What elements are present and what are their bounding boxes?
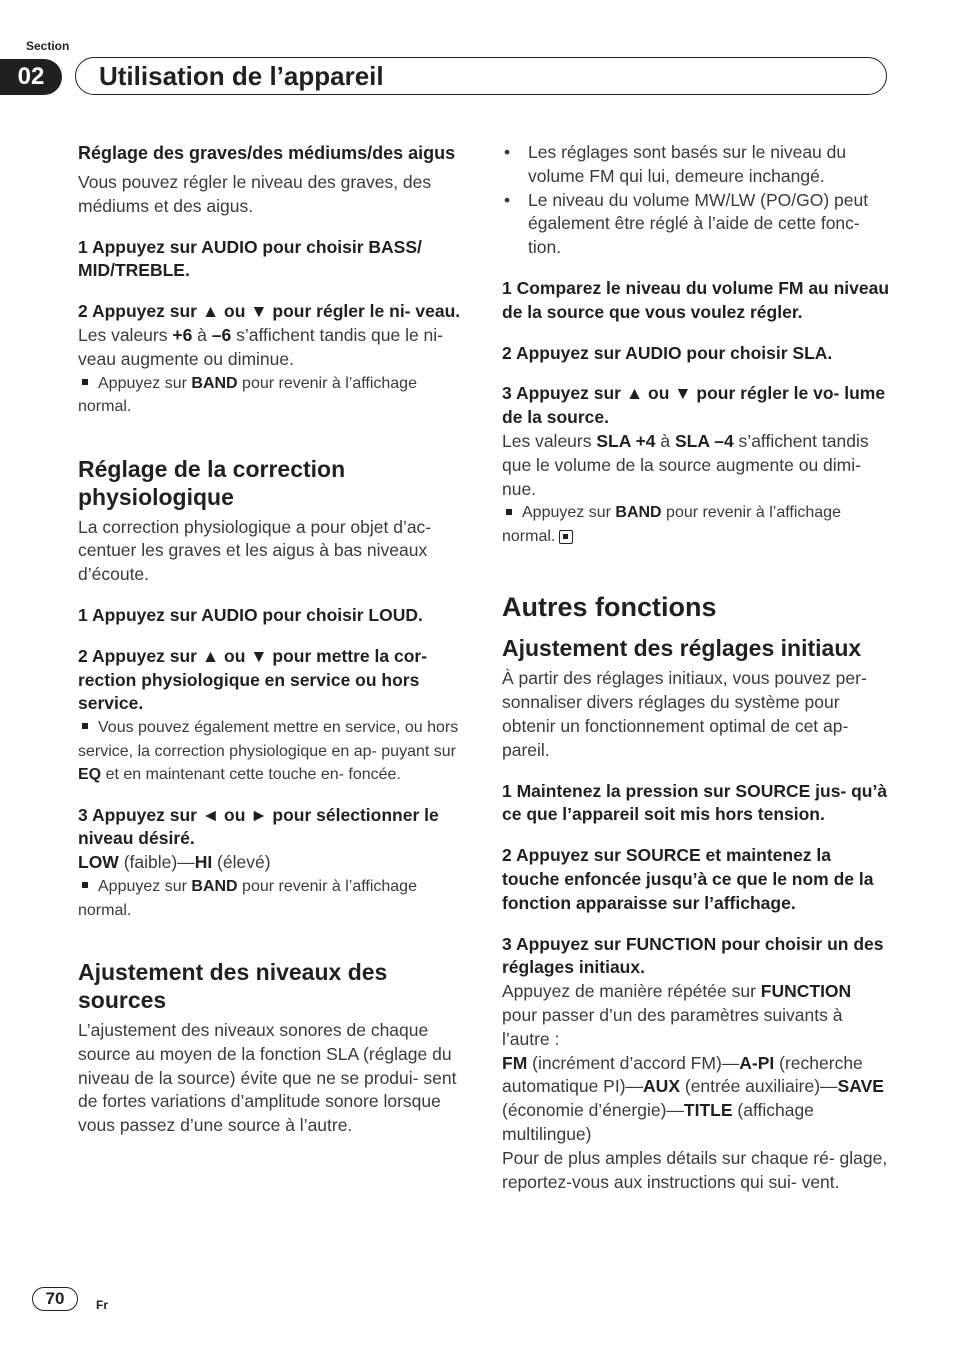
- initial-step-2: 2 Appuyez sur SOURCE et maintenez la touche enfoncée jusqu’à ce que le nom de la fonction apparaisse sur l’affichage.: [502, 845, 874, 913]
- bass-mid-treble-title: Réglage des graves/des médiums/des aigus: [78, 143, 456, 163]
- note-square-icon: [506, 509, 512, 515]
- sla-step-1: 1 Comparez le niveau du volume FM au niveau de la source que vous voulez régler.: [502, 277, 890, 322]
- other-functions-title: Autres fonctions: [502, 592, 717, 623]
- left-column: [78, 141, 466, 1138]
- sla-title: Ajustement des niveaux des sources: [78, 959, 388, 1014]
- sla-step-3: 3 Appuyez sur ▲ ou ▼ pour régler le vo- lume de la source.: [502, 383, 886, 428]
- initial-settings-intro: À partir des réglages initiaux, vous pouvez per- sonnaliser divers réglages du système pour obtenir un fonctionnement optimal de cet ap- pareil.: [502, 668, 867, 760]
- loudness-note-eq: Vous pouvez également mettre en service, ou hors service, la correction physiologique en ap- puyant sur EQ et en maintenant cette touche en- foncée.: [78, 719, 459, 784]
- loudness-intro: La correction physiologique a pour objet d’ac- centuer les graves et les aigus à bas niveaux d’écoute.: [78, 516, 432, 585]
- loudness-step-1: 1 Appuyez sur AUDIO pour choisir LOUD.: [78, 604, 423, 625]
- note-square-icon: [82, 723, 88, 729]
- loudness-step-2: 2 Appuyez sur ▲ ou ▼ pour mettre la cor- rection physiologique en service ou hors service.: [78, 645, 428, 714]
- sla-bullet-2: • Le niveau du volume MW/LW (PO/GO) peut également être réglé à l’aide de cette fonc- tion.: [504, 189, 869, 258]
- page-number: 70: [32, 1287, 78, 1311]
- bass-note: Appuyez sur BAND pour revenir à l’affichage normal.: [78, 374, 417, 416]
- initial-step-1: 1 Maintenez la pression sur SOURCE jus- qu’à ce que l’appareil soit mis hors tension.: [502, 780, 888, 825]
- bass-step-2: 2 Appuyez sur ▲ ou ▼ pour régler le ni- veau.: [78, 301, 461, 322]
- sla-note: Appuyez sur BAND pour revenir à l’affichage normal.: [502, 504, 841, 545]
- sla-bullet-1: • Les réglages sont basés sur le niveau du volume FM qui lui, demeure inchangé.: [504, 142, 847, 186]
- note-square-icon: [82, 882, 88, 888]
- sla-step-2: 2 Appuyez sur AUDIO pour choisir SLA.: [502, 342, 833, 363]
- note-square-icon: [82, 379, 88, 385]
- end-of-section-icon: [559, 530, 573, 544]
- bass-values-text: Les valeurs +6 à –6 s’affichent tandis que le ni- veau augmente ou diminue.: [78, 324, 444, 369]
- bass-mid-treble-intro: Vous pouvez régler le niveau des graves, des médiums et des aigus.: [78, 172, 432, 216]
- sla-intro: L’ajustement des niveaux sonores de chaque source au moyen de la fonction SLA (réglage du niveau de la source) évite que ne se produi- sent de fortes variations d’amplitude sonore lorsque vous passez d’une source à l’autre.: [78, 1020, 457, 1136]
- right-column: [502, 141, 890, 1194]
- bass-step-1: 1 Appuyez sur AUDIO pour choisir BASS/ MID/TREBLE.: [78, 236, 422, 281]
- initial-settings-title: Ajustement des réglages initiaux: [502, 635, 862, 662]
- section-title: Utilisation de l’appareil: [99, 61, 384, 91]
- initial-step-3: 3 Appuyez sur FUNCTION pour choisir un des réglages initiaux.: [502, 933, 884, 978]
- section-number-badge: 02: [0, 59, 62, 95]
- loudness-levels: LOW (faible)—HI (élevé): [78, 852, 271, 873]
- function-instruction: Appuyez de manière répétée sur FUNCTION pour passer d’un des paramètres suivants à l’autre :: [502, 981, 852, 1049]
- sla-values-text: Les valeurs SLA +4 à SLA –4 s’affichent tandis que le volume de la source augmente ou dimi- nue.: [502, 430, 869, 499]
- loudness-step-3: 3 Appuyez sur ◄ ou ► pour sélectionner le niveau désiré.: [78, 804, 439, 849]
- loudness-note-band: Appuyez sur BAND pour revenir à l’affichage normal.: [78, 878, 417, 919]
- loudness-title: Réglage de la correction physiologique: [78, 455, 346, 510]
- function-list: FM (incrément d’accord FM)—A-PI (recherche automatique PI)—AUX (entrée auxiliaire)—SAVE (économie d’énergie)—TITLE (affichage multilingue): [502, 1052, 884, 1144]
- section-label: Section: [26, 39, 70, 53]
- function-outro: Pour de plus amples détails sur chaque ré- glage, reportez-vous aux instructions qui sui- vent.: [502, 1147, 888, 1192]
- language-code: Fr: [96, 1298, 108, 1312]
